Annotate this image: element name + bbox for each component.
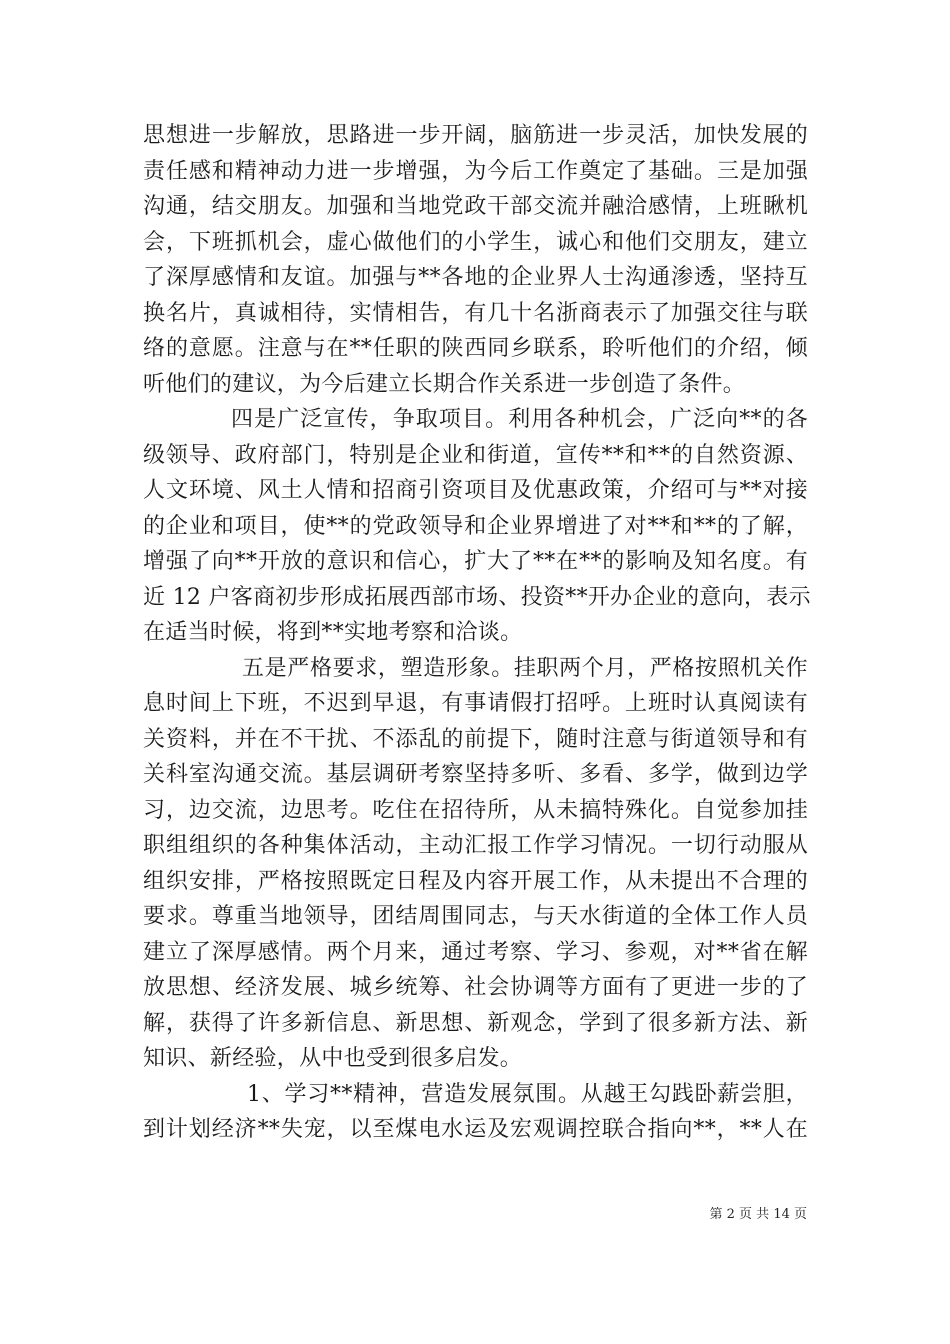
text-line: 到计划经济**失宠，以至煤电水运及宏观调控联合指向**，**人在 (143, 1117, 808, 1142)
text-line: 放思想、经济发展、城乡统筹、社会协调等方面有了更进一步的了 (143, 975, 808, 1000)
text-line: 责任感和精神动力进一步增强，为今后工作奠定了基础。三是加强 (143, 158, 808, 184)
text-line: 沟通，结交朋友。加强和当地党政干部交流并融洽感情，上班瞅机 (143, 194, 808, 219)
text-line: 关科室沟通交流。基层调研考察坚持多听、多看、多学，做到边学 (143, 762, 808, 787)
text-line: 级领导、政府部门，特别是企业和街道，宣传**和**的自然资源、 (143, 442, 808, 468)
text-line: 解，获得了许多新信息、新思想、新观念，学到了很多新方法、新 (143, 1010, 808, 1036)
text-line: 建立了深厚感情。两个月来，通过考察、学习、参观，对**省在解 (143, 939, 808, 965)
text-line: 1、学习**精神，营造发展氛围。从越王勾践卧薪尝胆， (247, 1081, 808, 1107)
text-line: 组织安排，严格按照既定日程及内容开展工作，从未提出不合理的 (143, 868, 808, 894)
document-body (143, 118, 811, 1148)
text-line: 人文环境、风土人情和招商引资项目及优惠政策，介绍可与**对接 (143, 478, 808, 503)
text-line: 了深厚感情和友谊。加强与**各地的企业界人士沟通渗透，坚持互 (143, 265, 808, 290)
text-line: 听他们的建议，为今后建立长期合作关系进一步创造了条件。 (143, 371, 746, 397)
paragraph-4 (143, 1077, 808, 1148)
text-line: 的企业和项目，使**的党政领导和企业界增进了对**和**的了解， (143, 513, 808, 539)
text-line: 络的意愿。注意与在**任职的陕西同乡联系，聆听他们的介绍，倾 (143, 336, 808, 361)
text-line: 会，下班抓机会，虚心做他们的小学生，诚心和他们交朋友，建立 (143, 229, 808, 255)
text-line: 在适当时候，将到**实地考察和洽谈。 (143, 620, 523, 645)
text-line: 换名片，真诚相待，实情相告，有几十名浙商表示了加强交往与联 (143, 300, 808, 326)
text-line: 知识、新经验，从中也受到很多启发。 (143, 1046, 523, 1071)
text-line: 要求。尊重当地领导，团结周围同志，与天水街道的全体工作人员 (143, 904, 808, 929)
paragraph-2 (143, 402, 811, 651)
text-line: 思想进一步解放，思路进一步开阔，脑筋进一步灵活，加快发展的 (143, 123, 808, 148)
page-number: 第 2 页 共 14 页 (709, 1207, 807, 1222)
text-line: 职组组织的各种集体活动，主动汇报工作学习情况。一切行动服从 (143, 833, 808, 858)
text-line: 四是广泛宣传，争取项目。利用各种机会，广泛向**的各 (231, 407, 808, 432)
text-line: 五是严格要求，塑造形象。挂职两个月，严格按照机关作 (242, 655, 808, 681)
text-line: 习，边交流，边思考。吃住在招待所，从未搞特殊化。自觉参加挂 (143, 797, 808, 823)
text-line: 近 12 户客商初步形成拓展西部市场、投资**开办企业的意向，表示 (143, 584, 811, 610)
paragraph-1 (143, 118, 808, 402)
text-line: 关资料，并在不干扰、不添乱的前提下，随时注意与街道领导和有 (143, 726, 808, 752)
paragraph-3 (143, 651, 808, 1077)
text-line: 息时间上下班，不迟到早退，有事请假打招呼。上班时认真阅读有 (143, 691, 808, 716)
text-line: 增强了向**开放的意识和信心，扩大了**在**的影响及知名度。有 (143, 549, 808, 574)
